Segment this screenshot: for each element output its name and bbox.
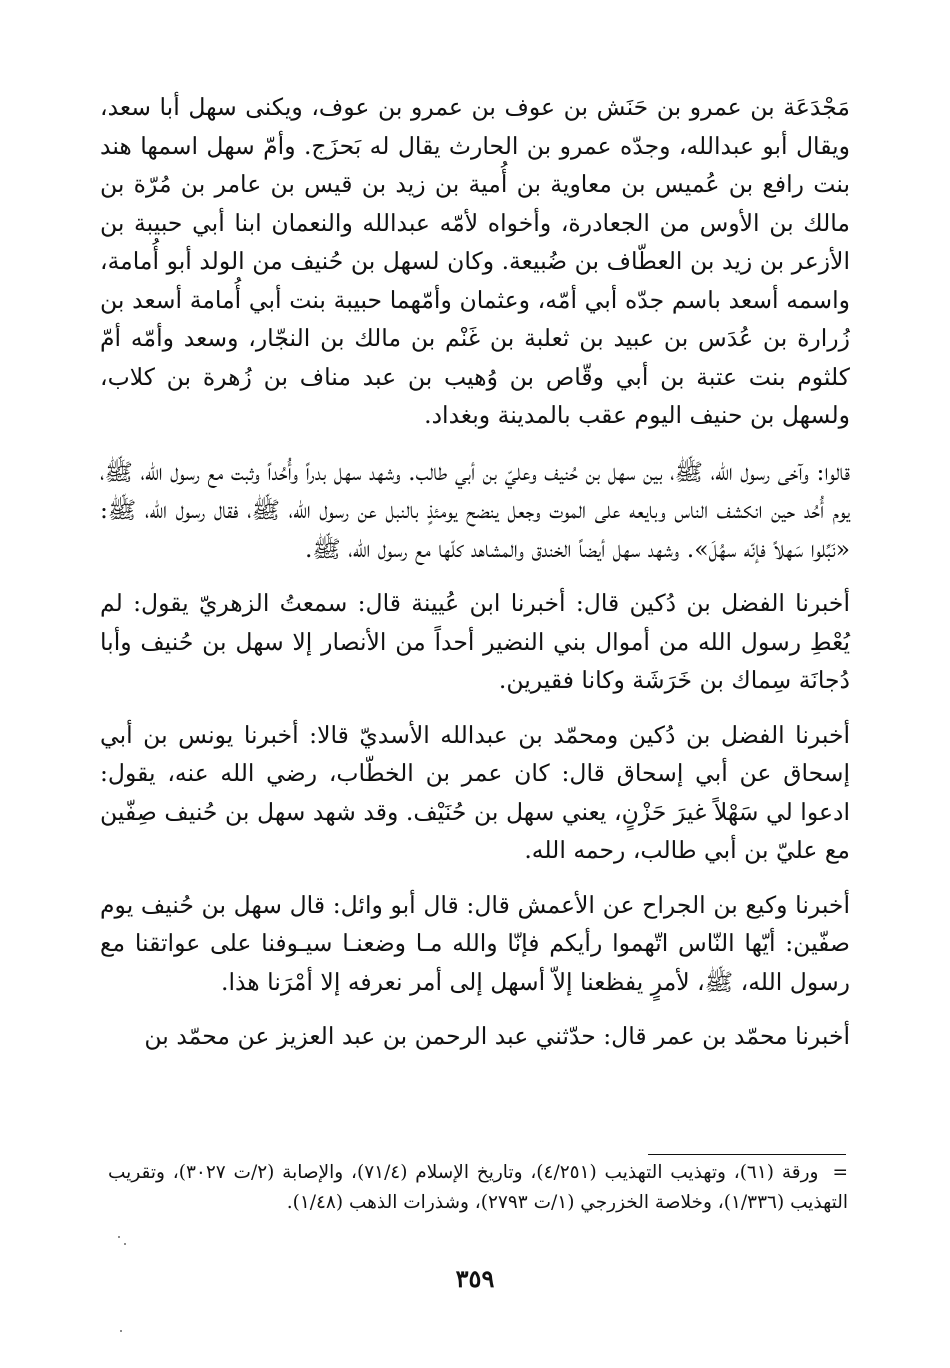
page-number: ٣٥٩ — [455, 1264, 495, 1293]
footnote-divider — [648, 1154, 846, 1155]
footnote-text: ورقة (٦١)، وتهذيب التهذيب (٤/٢٥١)، وتاريخ الإسلام (٧١/٤)، والإصابة (٢/ت ٣٠٢٧)، وتقريب التهذيب (١/٣٣٦)، وخلاصة الخزرجي (١/ت ٢٧٩٣)، وشذرات الذهب (١/٤٨). — [108, 1162, 848, 1213]
paragraph-4: أخبرنا الفضل بن دُكين ومحمّد بن عبدالله الأسديّ قالا: أخبرنا يونس بن أبي إسحاق عن أبي إسحاق قال: كان عمر بن الخطّاب، رضي الله عنه، يقول: ادعوا لي سَهْلاً غيرَ حَزْنٍ، يعني سهل بن حُنَيْف. وقد شهد سهل بن حُنيف صِفّين مع عليّ بن أبي طالب، رحمه الله. — [100, 720, 850, 864]
paragraph-2: قالوا: وآخى رسول الله، ﷺ، بين سهل بن حُنيف وعليّ بن أبي طالب. وشهد سهل بدراً وأُحُداً وثبت مع رسول الله، ﷺ، يوم أُحُد حين انكشف الناس وبايعه على الموت وجعل ينضح يومئذٍ بالنبل عن رسول الله، ﷺ، فقال رسول الله، ﷺ: «نَبِّلوا سَهلاً فإنّه سهُلَ». وشهد سهل أيضاً الخندق والمشاهد كلّها مع رسول الله، ﷺ. — [100, 457, 850, 563]
paragraph-5: أخبرنا وكيع بن الجراح عن الأعمش قال: قال أبو وائل: قال سهل بن حُنيف يوم صفّين: أيّها النّاس اتّهموا رأيكم فإنّا والله مـا وضعنـا سيـوفنا على عواتقنا مع رسول الله، ﷺ، لأمرٍ يفظعنا إلاّ أسهل إلى أمر نعرفه إلا أمْرَنا هذا. — [100, 890, 850, 996]
scan-speck — [120, 1330, 122, 1332]
scan-speck — [124, 1243, 126, 1245]
footnote — [108, 1158, 848, 1218]
footnote-marker: = — [832, 1162, 848, 1183]
paragraph-6: أخبرنا محمّد بن عمر قال: حدّثني عبد الرحمن بن عبد العزيز عن محمّد بن — [144, 1022, 850, 1050]
page-body — [100, 88, 850, 1072]
scan-speck — [118, 1236, 120, 1238]
paragraph-1: مَجْدَعَة بن عمرو بن حَنَش بن عوف بن عمرو بن عوف، ويكنى سهل أبا سعد، ويقال أبو عبدالله، وجدّه عمرو بن الحارث يقال له بَحزَج. وأمّ سهل اسمها هند بنت رافع بن عُميس بن معاوية بن أُمية بن زيد بن قيس بن عامر بن مُرّة بن مالك بن الأوس من الجعادرة، وأخواه لأمّه عبدالله والنعمان ابنا أبي حبيبة بن الأزعر بن زيد بن العطّاف بن ضُبيعة. وكان لسهل بن حُنيف من الولد أبو أُمامة، واسمه أسعد باسم جدّه أبي أمّه، وعثمان وأمّهما حبيبة بنت أبي أُمامة أسعد بن زُرارة بن عُدَس بن عبيد بن ثعلبة بن غَنْم بن مالك بن النجّار، وسعد وأمّه أمّ كلثوم بنت عتبة بن أبي وقّاص بن وُهيب بن عبد مناف بن زُهرة بن كلاب، ولسهل بن حنيف اليوم عقب بالمدينة وبغداد. — [100, 93, 850, 429]
paragraph-3: أخبرنا الفضل بن دُكين قال: أخبرنا ابن عُيينة قال: سمعتُ الزهريّ يقول: لم يُعْطِ رسول الله من أموال بني النضير أحداً من الأنصار إلا سهل بن حُنيف وأبا دُجانَة سِماك بن خَرَشَة وكانا فقيرين. — [100, 589, 850, 694]
